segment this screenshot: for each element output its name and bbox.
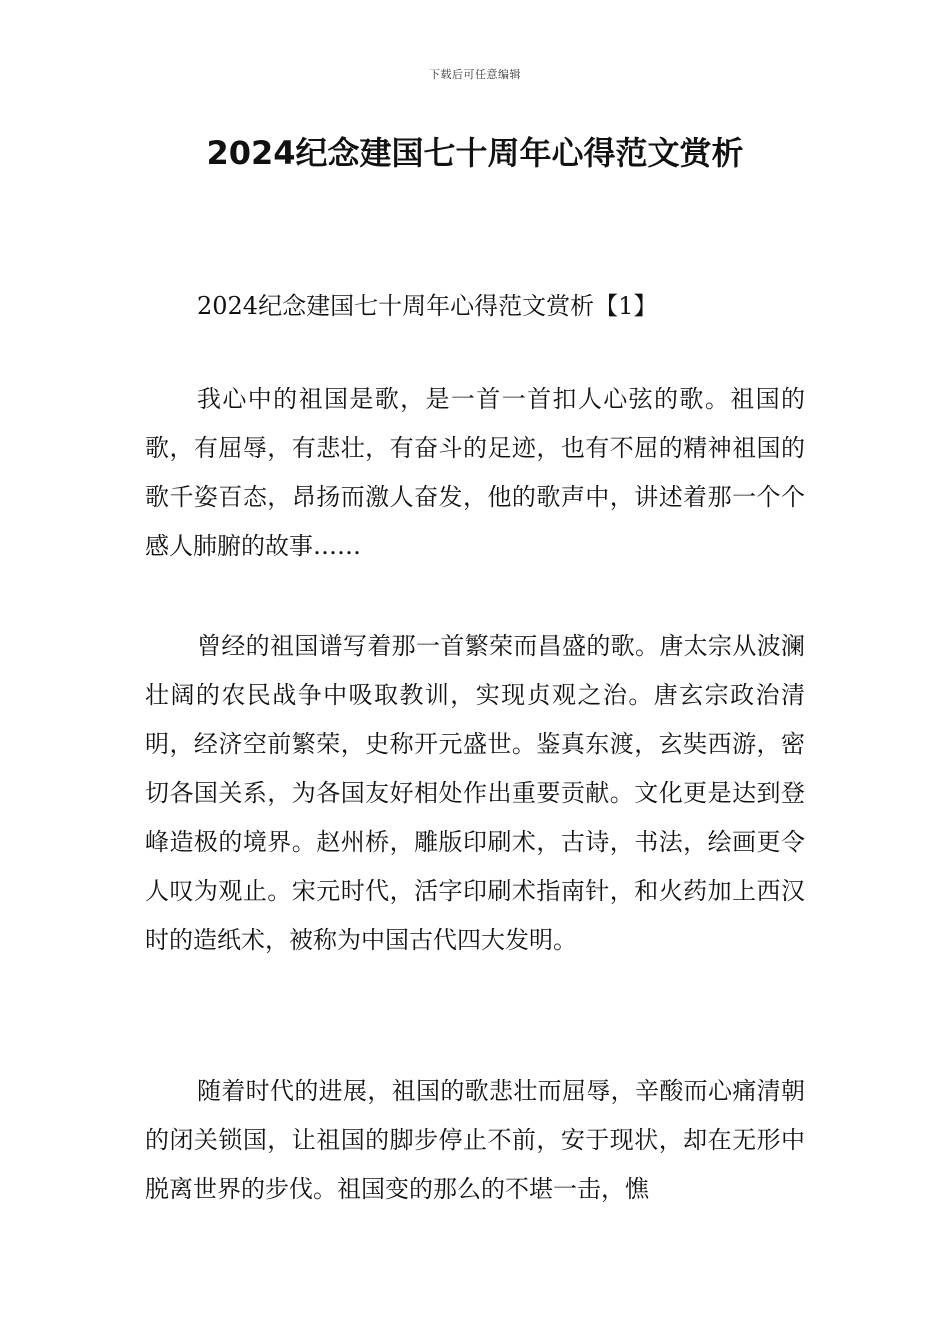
paragraph-2: 曾经的祖国谱写着那一首繁荣而昌盛的歌。唐太宗从波澜壮阔的农民战争中吸取教训，实现贞观之治。唐玄宗政治清明，经济空前繁荣，史称开元盛世。鉴真东渡，玄奘西游，密切各国关系，为各国友好相处作出重要贡献。文化更是达到登峰造极的境界。赵州桥，雕版印刷术，古诗，书法，绘画更令人叹为观止。宋元时代，活字印刷术指南针，和火药加上西汉时的造纸术，被称为中国古代四大发明。 (145, 632, 805, 954)
paragraph-1: 我心中的祖国是歌，是一首一首扣人心弦的歌。祖国的歌，有屈辱，有悲壮，有奋斗的足迹，也有不屈的精神祖国的歌千姿百态，昂扬而激人奋发，他的歌声中，讲述着那一个个感人肺腑的故事…… (145, 385, 805, 560)
page-title: 2024纪念建国七十周年心得范文赏析 (206, 134, 744, 172)
header-note: 下载后可任意编辑 (429, 68, 521, 81)
paragraph-3: 随着时代的进展，祖国的歌悲壮而屈辱，辛酸而心痛清朝的闭关锁国，让祖国的脚步停止不前，安于现状，却在无形中脱离世界的步伐。祖国变的那么的不堪一击，憔 (145, 1077, 805, 1203)
section-heading: 2024纪念建国七十周年心得范文赏析【1】 (197, 292, 658, 320)
